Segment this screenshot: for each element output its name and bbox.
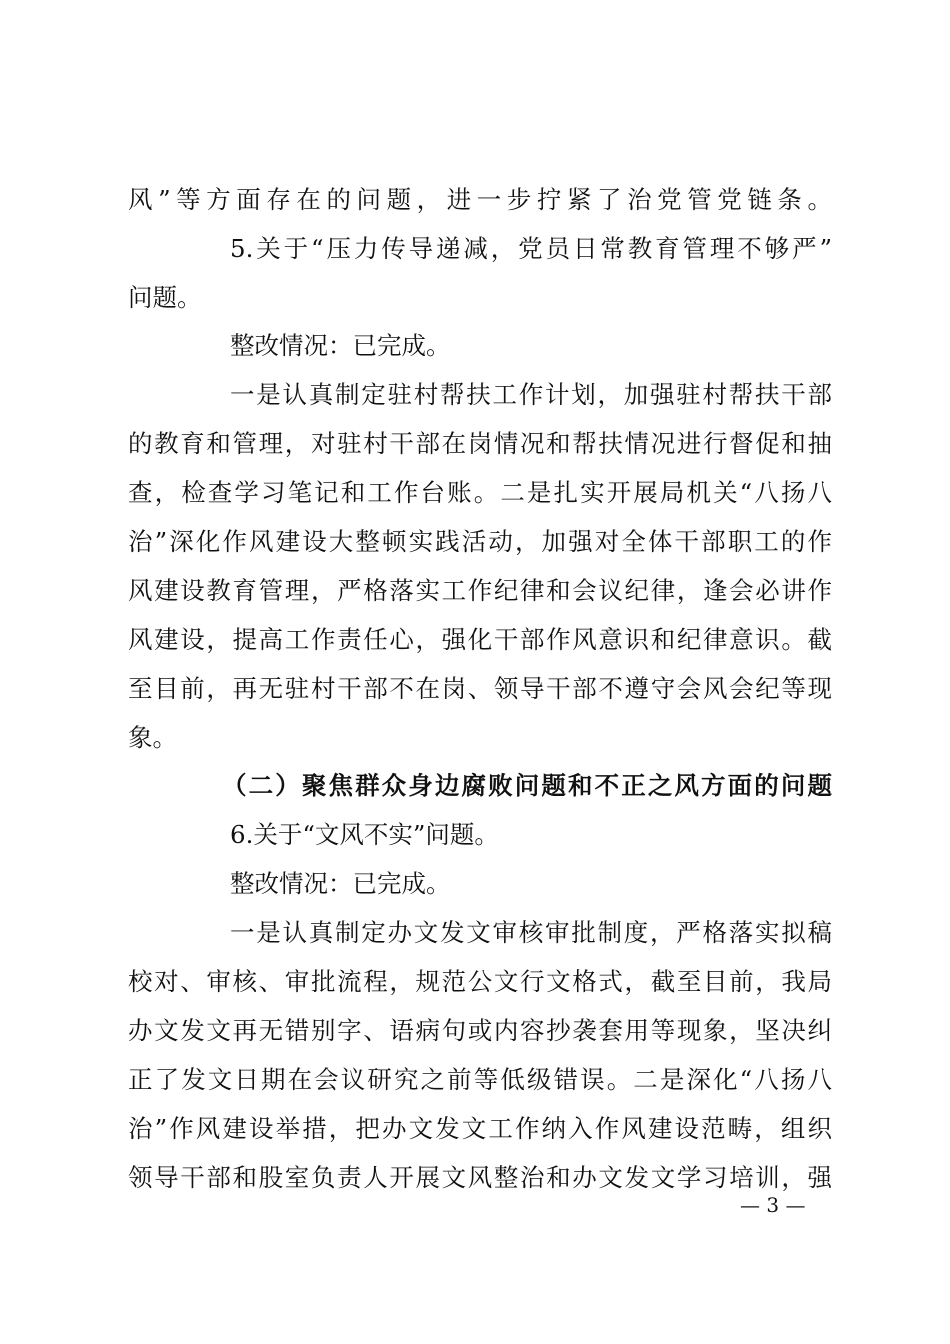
status-line: 整改情况：已完成。 — [230, 869, 451, 898]
body-text-line: 校对、审核、审批流程，规范公文行文格式，截至目前，我局 — [128, 967, 832, 996]
paragraph-first-line: 一是认真制定办文发文审核审批制度，严格落实拟稿 — [230, 918, 832, 947]
section-heading: （二）聚焦群众身边腐败问题和不正之风方面的问题 — [222, 771, 832, 800]
body-text-line: 治”作风建设举措，把办文发文工作纳入作风建设范畴，组织 — [128, 1114, 832, 1143]
body-text-line: 风建设，提高工作责任心，强化干部作风意识和纪律意识。截 — [128, 625, 832, 654]
status-line: 整改情况：已完成。 — [230, 331, 451, 360]
body-text-line: 领导干部和股室负责人开展文风整治和办文发文学习培训，强 — [128, 1163, 832, 1192]
item-title-continuation: 问题。 — [128, 283, 202, 312]
body-text-line: 至目前，再无驻村干部不在岗、领导干部不遵守会风会纪等现 — [128, 674, 832, 703]
body-text-line: 查，检查学习笔记和工作台账。二是扎实开展局机关“八扬八 — [128, 478, 832, 507]
body-text-line: 治”深化作风建设大整顿实践活动，加强对全体干部职工的作 — [128, 527, 832, 556]
body-text-line: 正了发文日期在会议研究之前等低级错误。二是深化“八扬八 — [128, 1065, 832, 1094]
body-text-line: 办文发文再无错别字、语病句或内容抄袭套用等现象，坚决纠 — [128, 1016, 832, 1045]
page-number: — 3 — — [740, 1193, 806, 1217]
item-title-line: 6.关于“文风不实”问题。 — [230, 820, 499, 849]
item-title-line: 5.关于“压力传导递减，党员日常教育管理不够严” — [230, 234, 832, 263]
body-text-line: 象。 — [128, 723, 177, 752]
body-text-line: 风建设教育管理，严格落实工作纪律和会议纪律，逢会必讲作 — [128, 576, 832, 605]
body-text-line: 的教育和管理，对驻村干部在岗情况和帮扶情况进行督促和抽 — [128, 429, 832, 458]
body-text-line: 风”等方面存在的问题，进一步拧紧了治党管党链条。 — [128, 185, 832, 214]
paragraph-first-line: 一是认真制定驻村帮扶工作计划，加强驻村帮扶干部 — [230, 380, 832, 409]
